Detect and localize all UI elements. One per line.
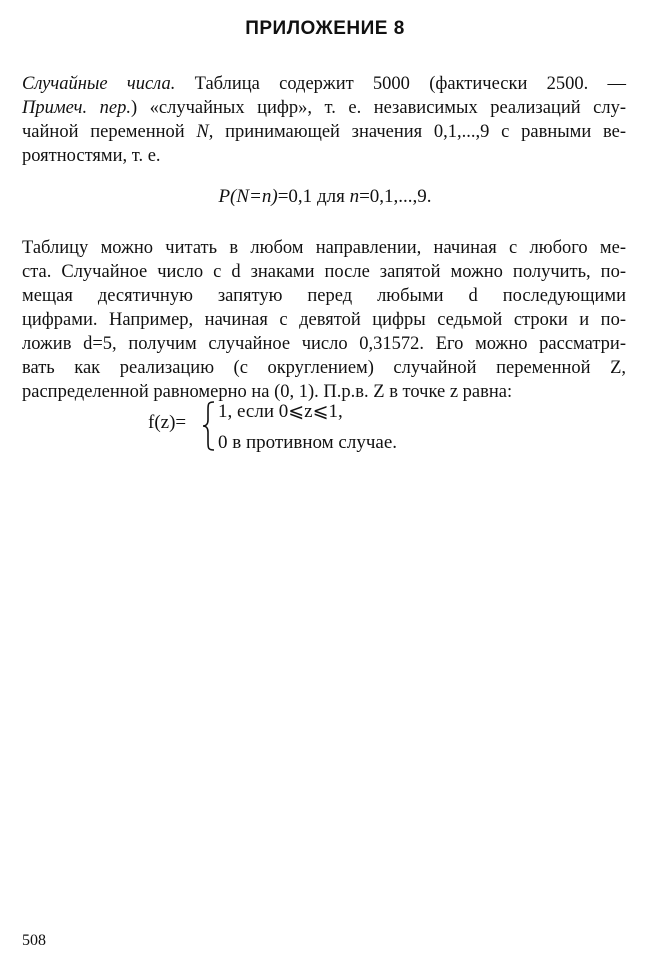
text-run: роятностями, т. е. — [22, 146, 161, 166]
paragraph-1-line-2 — [22, 96, 626, 120]
formula-variable: n — [349, 186, 360, 207]
variable-n: N — [196, 122, 209, 142]
formula-rhs: =0,1 — [277, 186, 313, 207]
density-lhs: f(z)= — [148, 412, 187, 433]
density-case-1: 1, если 0⩽z⩽1, — [218, 401, 343, 422]
density-case-2: 0 в противном случае. — [218, 432, 397, 453]
italic-term: Случайные числа. — [22, 74, 176, 94]
paragraph-2-line: распределенной равномерно на (0, 1). П.р.в. Z в точке z равна: — [22, 382, 513, 402]
paragraph-2-line: вать как реализацию (с округлением) случайной переменной Z, — [22, 358, 626, 378]
italic-note: Примеч. пер. — [22, 98, 131, 118]
paragraph-2-line: ста. Случайное число с d знаками после запятой можно получить, по- — [22, 262, 626, 282]
text-run: Таблица содержит 5000 (фактически 2500. — — [175, 74, 627, 94]
text-run: чайной переменной — [22, 122, 197, 142]
paragraph-2-line: мещая десятичную запятую перед любыми d последующими — [22, 286, 626, 306]
paragraph-1 — [22, 72, 626, 168]
paragraph-1-line-1 — [22, 72, 626, 96]
paragraph-2 — [22, 236, 626, 404]
text-run: , принимающей значения 0,1,...,9 с равными ве- — [208, 122, 626, 142]
paragraph-1-line-4 — [22, 144, 626, 168]
probability-formula — [0, 186, 650, 208]
formula-lhs: P(N=n) — [218, 186, 278, 207]
paragraph-2-line: ложив d=5, получим случайное число 0,31572. Его можно рассматри- — [22, 334, 626, 354]
text-run: ) «случайных цифр», т. е. независимых реализаций слу- — [130, 98, 627, 118]
page-number: 508 — [22, 932, 46, 949]
page-title: ПРИЛОЖЕНИЕ 8 — [245, 18, 405, 39]
paragraph-1-line-3 — [22, 120, 626, 144]
formula-word: для — [316, 186, 345, 207]
formula-range: =0,1,...,9. — [359, 186, 432, 207]
paragraph-2-line: Таблицу можно читать в любом направлении, начиная с любого ме- — [22, 238, 626, 258]
paragraph-2-line: цифрами. Например, начиная с девятой цифры седьмой строки и по- — [22, 310, 626, 330]
curly-brace-icon — [202, 400, 216, 452]
